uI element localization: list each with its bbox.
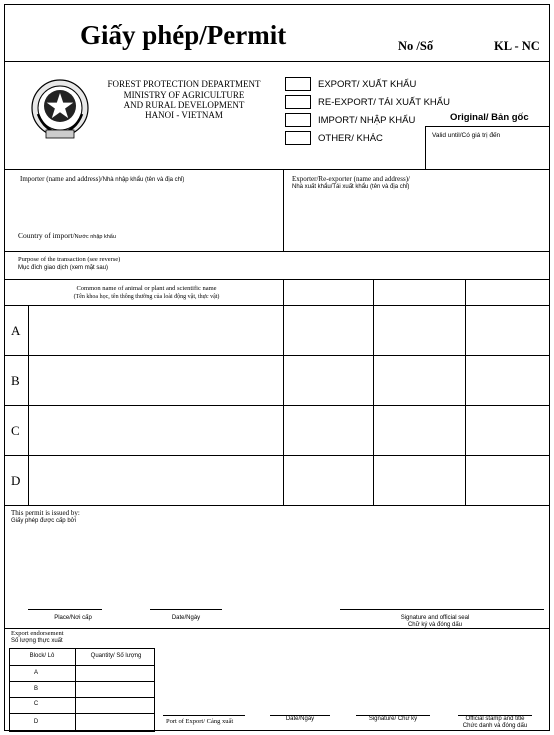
divider [4,169,550,170]
table-column-rule [465,279,466,505]
signature-label: Signature and official seal [400,615,470,621]
importer-label: Importer (name and address)/Nhà nhập khẩu (tên và địa chỉ) [20,175,185,183]
table-rule [4,455,550,456]
original-label: Original/ Bản gốc [450,112,529,123]
species-row-label-b: B [11,373,20,388]
table-rule [9,665,155,666]
table-rule [9,713,155,714]
port-of-export-label: Port of Export/ Cảng xuất [166,718,234,725]
country-of-import-label: Country of import/Nước nhập khẩu [18,231,116,240]
issuer-line-2: MINISTRY OF AGRICULTURE [123,90,245,100]
place-label: Place/Nơi cấp [54,615,92,621]
endorsement-row-a: A [33,670,38,676]
species-row-label-c: C [11,423,20,438]
table-rule [4,355,550,356]
port-line [163,715,245,716]
other-checkbox[interactable] [285,131,311,145]
divider [4,251,550,252]
signature-line [340,609,544,610]
table-rule [4,305,550,306]
reexport-checkbox[interactable] [285,95,311,109]
export-label: EXPORT/ XUẤT KHẨU [318,79,417,90]
table-column-rule [283,279,284,505]
species-header-vi: (Tên khoa học, tên thông thường của loài động vật, thực vật) [73,294,220,300]
purpose-label-vi: Mục đích giao dịch (xem mặt sau) [18,265,109,271]
stamp-label: Official stamp and title [465,716,525,722]
endorsement-row-d: D [33,719,39,725]
date-label: Date/Ngày [171,615,201,621]
endorsement-signature-label: Signature/ Chữ ký [368,716,418,722]
endorsement-label: Export endorsement [11,630,64,637]
endorsement-row-c: C [33,701,39,707]
table-column-rule [75,648,76,732]
reexport-label: RE-EXPORT/ TÁI XUẤT KHẨU [318,97,450,108]
divider [4,61,550,62]
endorsement-label-vi: Số lượng thực xuất [11,638,63,644]
endorsement-date-label: Date/Ngày [285,716,315,722]
stamp-label-vi: Chức danh và đóng dấu [462,723,528,729]
table-rule [4,505,550,506]
endorsement-row-b: B [33,686,38,692]
divider [4,279,550,280]
state-emblem-icon [30,78,90,144]
divider [283,169,284,251]
species-row-label-a: A [11,323,21,338]
divider [4,628,550,629]
valid-until-label: Valid until/Có giá trị đến [432,132,501,139]
export-checkbox[interactable] [285,77,311,91]
exporter-label-vi: Nhà xuất khẩu/Tái xuất khẩu (tên và địa chỉ) [292,184,410,190]
table-rule [4,405,550,406]
place-line [28,609,102,610]
issuer-line-1: FOREST PROTECTION DEPARTMENT [107,79,261,89]
other-label: OTHER/ KHÁC [318,133,383,144]
signature-label-vi: Chữ ký và đóng dấu [407,622,463,628]
import-label: IMPORT/ NHẬP KHẨU [318,115,416,126]
permit-number-label: No /Số [398,39,434,53]
date-line [150,609,222,610]
species-header: Common name of animal or plant and scientific name [76,285,217,292]
form-title: Giấy phép/Permit [80,20,287,50]
issued-by-label-vi: Giấy phép được cấp bởi [11,518,76,524]
issuer-line-3: AND RURAL DEVELOPMENT [123,100,245,110]
species-row-label-d: D [11,473,21,488]
block-column-header: Block/ Lô [29,653,55,659]
table-rule [9,681,155,682]
issuer-line-4: HANOI - VIETNAM [145,110,223,120]
table-rule [9,697,155,698]
purpose-label: Purpose of the transaction (see reverse) [18,256,121,263]
issued-by-label: This permit is issued by: [11,509,80,517]
quantity-column-header: Quantity/ Số lượng [90,653,142,659]
table-column-rule [28,305,29,505]
table-column-rule [373,279,374,505]
permit-code: KL - NC [494,39,540,53]
exporter-label: Exporter/Re-exporter (name and address)/ [292,175,410,183]
emblem-caption [38,141,58,142]
import-checkbox[interactable] [285,113,311,127]
